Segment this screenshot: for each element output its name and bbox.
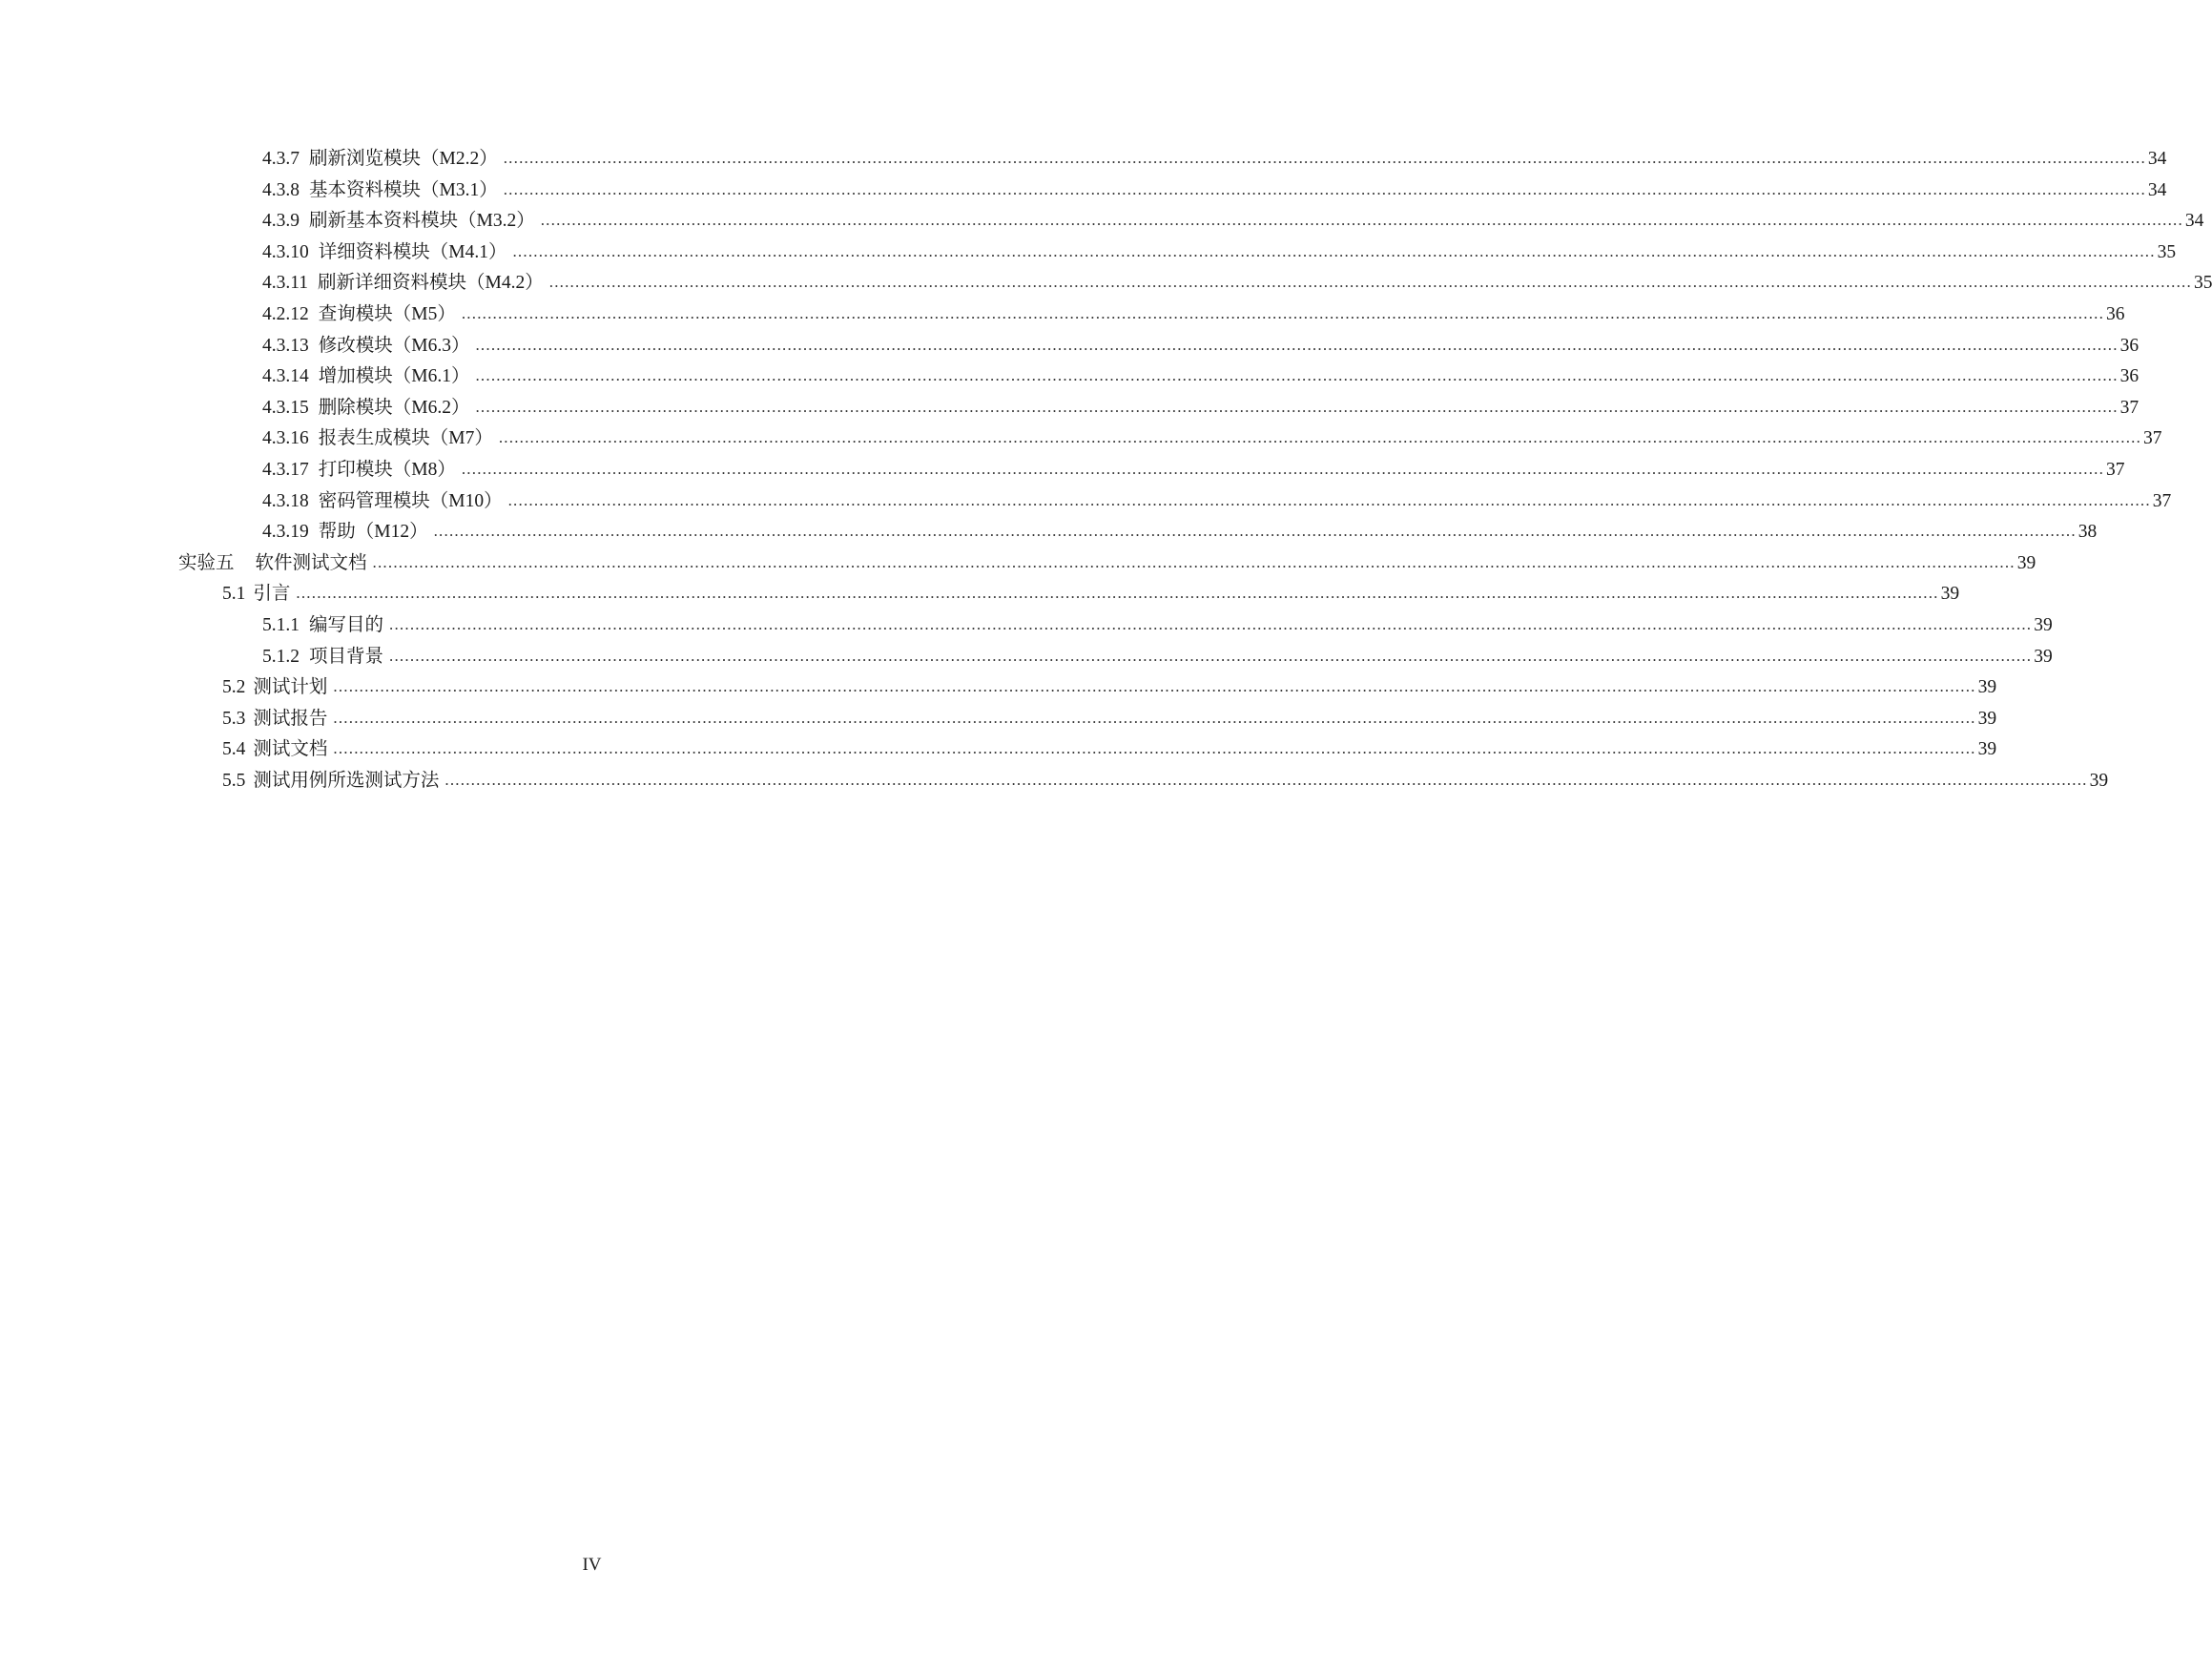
toc-entry-number: 4.3.13 <box>262 335 309 356</box>
dot-leader <box>512 237 2155 268</box>
toc-entry-number: 4.3.14 <box>262 366 309 387</box>
toc-entry[interactable] <box>0 486 2172 518</box>
toc-entry-title: 测试用例所选测试方法 <box>253 770 440 791</box>
toc-entry[interactable] <box>0 642 2053 673</box>
toc-entry-title: 刷新基本资料模块（M3.2） <box>309 211 535 232</box>
dot-leader <box>541 205 2183 237</box>
dot-leader <box>389 609 2032 641</box>
toc-entry-page: 36 <box>2106 303 2125 324</box>
toc-entry-page: 34 <box>2184 211 2204 232</box>
toc-entry-number: 5.1.1 <box>262 614 300 635</box>
toc-entry-title: 增加模块（M6.1） <box>318 366 470 387</box>
toc-entry-number: 4.3.16 <box>262 428 309 449</box>
toc-entry-page: 39 <box>1977 708 1997 729</box>
toc-entry-page: 36 <box>2119 335 2140 356</box>
toc-entry[interactable] <box>0 361 2140 393</box>
dot-leader <box>373 547 2016 579</box>
table-of-contents <box>0 144 2212 796</box>
toc-entry[interactable] <box>0 176 2167 207</box>
toc-entry[interactable] <box>0 206 2204 238</box>
toc-entry-title: 报表生成模块（M7） <box>318 428 493 449</box>
toc-entry-page: 34 <box>2147 149 2167 169</box>
toc-entry-number: 实验五 <box>178 552 235 573</box>
toc-entry-title: 测试文档 <box>253 739 328 760</box>
dot-leader <box>508 485 2151 517</box>
dot-leader <box>549 267 2192 299</box>
toc-entry-title: 删除模块（M6.2） <box>318 397 470 418</box>
dot-leader <box>475 392 2118 423</box>
toc-entry-page: 38 <box>2078 522 2098 543</box>
toc-section-entry[interactable] <box>0 672 1997 704</box>
toc-entry-page: 39 <box>2034 646 2053 667</box>
toc-entry[interactable] <box>0 423 2162 455</box>
dot-leader <box>444 765 2087 796</box>
toc-entry-number: 4.2.12 <box>262 303 309 324</box>
toc-chapter-entry[interactable] <box>0 548 2036 580</box>
toc-entry-page: 39 <box>2034 614 2053 635</box>
toc-entry-number: 4.3.10 <box>262 241 309 262</box>
toc-entry[interactable] <box>0 517 2098 548</box>
toc-entry-page: 36 <box>2119 366 2140 387</box>
toc-section-entry[interactable] <box>0 704 1997 735</box>
dot-leader <box>333 733 1975 765</box>
toc-entry-number: 4.3.11 <box>262 273 309 294</box>
dot-leader <box>462 299 2104 330</box>
toc-entry-page: 39 <box>1977 739 1997 760</box>
dot-leader <box>434 516 2077 547</box>
toc-entry-title: 基本资料模块（M3.1） <box>309 179 498 200</box>
toc-entry-number: 5.2 <box>222 677 246 698</box>
dot-leader <box>389 641 2032 672</box>
toc-entry-number: 5.1.2 <box>262 646 300 667</box>
toc-entry-page: 37 <box>2119 397 2140 418</box>
toc-entry[interactable] <box>0 455 2125 486</box>
toc-entry-page: 35 <box>2157 241 2177 262</box>
toc-entry-number: 4.3.19 <box>262 522 309 543</box>
toc-entry-title: 测试报告 <box>253 708 328 729</box>
dot-leader <box>475 330 2118 361</box>
toc-entry-page: 34 <box>2147 179 2167 200</box>
toc-section-entry[interactable] <box>0 579 1960 610</box>
dot-leader <box>296 578 1938 609</box>
toc-entry[interactable] <box>0 331 2140 362</box>
toc-entry-page: 39 <box>2016 552 2036 573</box>
dot-leader <box>475 361 2118 392</box>
toc-entry-title: 项目背景 <box>309 646 384 667</box>
toc-entry-number: 4.3.15 <box>262 397 309 418</box>
toc-entry-title: 引言 <box>253 584 291 605</box>
page-number-label: IV <box>582 1555 602 1575</box>
toc-entry-page: 37 <box>2143 428 2162 449</box>
toc-entry[interactable] <box>0 268 2212 299</box>
toc-entry-number: 4.3.18 <box>262 490 309 511</box>
toc-entry-number: 4.3.9 <box>262 211 300 232</box>
toc-entry-title: 帮助（M12） <box>318 522 428 543</box>
toc-entry-page: 39 <box>2089 770 2109 791</box>
toc-entry-number: 5.1 <box>222 584 246 605</box>
toc-entry-number: 4.3.7 <box>262 149 300 169</box>
toc-entry[interactable] <box>0 393 2140 424</box>
toc-entry-title: 打印模块（M8） <box>318 459 456 480</box>
toc-entry-page: 39 <box>1940 584 1960 605</box>
dot-leader <box>333 703 1975 734</box>
dot-leader <box>499 423 2141 454</box>
toc-entry-page: 37 <box>2152 490 2172 511</box>
dot-leader <box>504 143 2146 175</box>
toc-entry[interactable] <box>0 144 2167 176</box>
toc-entry-page: 35 <box>2193 273 2212 294</box>
toc-entry-page: 37 <box>2106 459 2125 480</box>
dot-leader <box>504 175 2146 206</box>
toc-entry-number: 4.3.8 <box>262 179 300 200</box>
toc-entry-title: 刷新详细资料模块（M4.2） <box>318 273 544 294</box>
toc-entry-title: 刷新浏览模块（M2.2） <box>309 149 498 169</box>
toc-entry-number: 4.3.17 <box>262 459 309 480</box>
page-footer <box>0 1555 1184 1576</box>
toc-entry-page: 39 <box>1977 677 1997 698</box>
toc-entry-title: 软件测试文档 <box>255 552 367 573</box>
toc-entry-title: 编写目的 <box>309 614 384 635</box>
toc-entry[interactable] <box>0 238 2177 269</box>
toc-entry-number: 5.4 <box>222 739 246 760</box>
toc-entry-title: 详细资料模块（M4.1） <box>318 241 507 262</box>
toc-entry[interactable] <box>0 299 2125 331</box>
toc-entry-number: 5.5 <box>222 770 246 791</box>
toc-entry-number: 5.3 <box>222 708 246 729</box>
toc-entry-title: 测试计划 <box>253 677 328 698</box>
dot-leader <box>333 671 1975 703</box>
toc-section-entry[interactable] <box>0 734 1997 766</box>
toc-entry-title: 密码管理模块（M10） <box>318 490 503 511</box>
toc-section-entry[interactable] <box>0 766 2109 797</box>
toc-entry-title: 修改模块（M6.3） <box>318 335 470 356</box>
toc-entry-title: 查询模块（M5） <box>318 303 456 324</box>
dot-leader <box>462 454 2104 485</box>
toc-entry[interactable] <box>0 610 2053 642</box>
